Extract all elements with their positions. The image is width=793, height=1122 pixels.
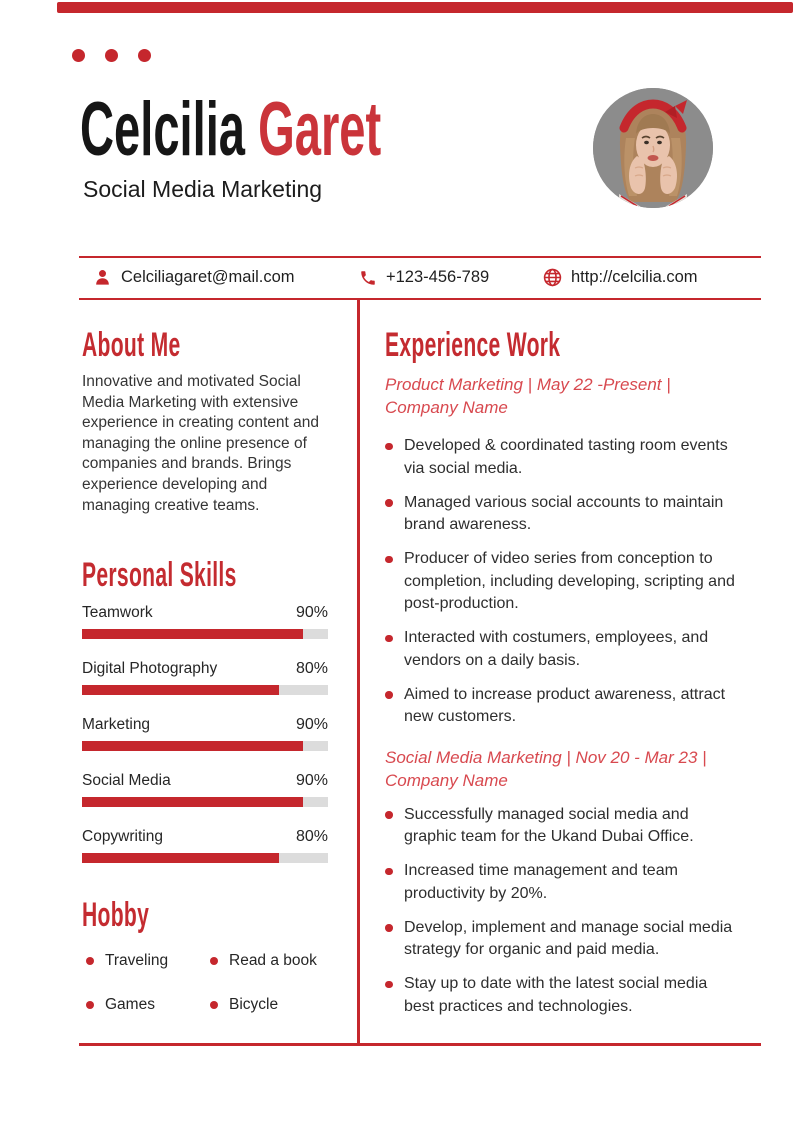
skill-name: Copywriting (82, 828, 163, 845)
hobby-item (86, 952, 210, 970)
hobby-label: Traveling (105, 952, 169, 969)
skill-name: Social Media (82, 772, 171, 789)
globe-icon (543, 268, 562, 287)
skill-row (82, 716, 328, 750)
email-text: Celciliagaret@mail.com (121, 268, 295, 286)
job-bullet-item: Stay up to date with the latest social media best practices and technologies. (385, 973, 741, 1018)
skill-percent: 90% (295, 604, 328, 621)
profile-photo-illustration (593, 88, 713, 208)
hobby-label: Games (105, 996, 155, 1013)
profile-photo (593, 88, 713, 208)
skill-name: Marketing (82, 716, 151, 733)
column-divider (357, 300, 360, 1043)
phone-icon (359, 269, 377, 287)
hobby-heading: Hobby (82, 896, 150, 934)
person-name (80, 87, 382, 172)
skill-bar-fill (82, 853, 279, 863)
decor-dot (138, 49, 151, 62)
skill-bar-fill (82, 685, 279, 695)
job-bullet-item: Producer of video series from conception to completion, including developing, scripting and post-production. (385, 548, 741, 616)
skill-percent: 90% (295, 716, 328, 733)
job-bullet-item: Managed various social accounts to maintain brand awareness. (385, 492, 741, 537)
person-title: Social Media Marketing (83, 176, 323, 202)
hobby-label: Read a book (229, 952, 317, 969)
hobby-item (210, 996, 336, 1014)
contact-email (93, 258, 295, 297)
bottom-rule (79, 1043, 761, 1046)
job-bullet-item: Develop, implement and manage social media strategy for organic and paid media. (385, 917, 741, 962)
skill-bar-track (82, 797, 328, 807)
decor-dot (105, 49, 118, 62)
person-icon (93, 268, 112, 287)
job-bullet-item: Interacted with costumers, employees, and vendors on a daily basis. (385, 627, 741, 672)
contact-website (543, 258, 698, 297)
job-bullet-item: Successfully managed social media and graphic team for the Ukand Dubai Office. (385, 804, 741, 849)
decor-dots (72, 49, 151, 62)
job-title: Product Marketing | May 22 -Present | Company Name (385, 375, 671, 417)
skill-bar-track (82, 685, 328, 695)
last-name: Garet (258, 87, 382, 172)
skill-name: Teamwork (82, 604, 153, 621)
contact-phone (359, 258, 489, 297)
job-bullet-list (385, 435, 741, 729)
bullet-dot-icon (210, 957, 218, 965)
skill-row (82, 828, 328, 862)
first-name: Celcilia (80, 87, 246, 172)
skill-row (82, 660, 328, 694)
job-title: Social Media Marketing | Nov 20 - Mar 23 | Company Name (385, 747, 707, 790)
phone-text: +123-456-789 (386, 268, 490, 286)
decor-dot (72, 49, 85, 62)
about-heading: About Me (82, 326, 181, 364)
hobby-item (210, 952, 336, 970)
bullet-dot-icon (210, 1001, 218, 1009)
bullet-dot-icon (86, 1001, 94, 1009)
top-accent-bar (57, 2, 793, 13)
contact-bar (79, 256, 761, 300)
bullet-dot-icon (86, 957, 94, 965)
skill-row (82, 604, 328, 638)
skill-name: Digital Photography (82, 660, 218, 677)
skill-percent: 80% (295, 660, 328, 677)
experience-section (385, 326, 741, 1030)
skill-bar-track (82, 853, 328, 863)
skill-bar-fill (82, 741, 303, 751)
skill-bar-track (82, 629, 328, 639)
skill-row (82, 772, 328, 806)
job-bullet-item: Developed & coordinated tasting room events via social media. (385, 435, 741, 480)
experience-heading: Experience Work (385, 326, 561, 364)
website-text: http://celcilia.com (571, 268, 698, 286)
hobby-item (86, 996, 210, 1014)
skill-bar-track (82, 741, 328, 751)
hobby-label: Bicycle (229, 996, 279, 1013)
job-bullet-item: Aimed to increase product awareness, attract new customers. (385, 684, 741, 729)
about-text: Innovative and motivated Social Media Marketing with extensive experience in creating content and managing the online presence of companies and brands. Brings experience developing and managing creative teams. (82, 373, 319, 514)
job-bullet-list (385, 804, 741, 1019)
skills-list (82, 604, 328, 862)
skill-percent: 90% (295, 772, 328, 789)
skill-bar-fill (82, 629, 303, 639)
skill-percent: 80% (295, 828, 328, 845)
hobby-list (86, 952, 336, 1014)
job-bullet-item: Increased time management and team productivity by 20%. (385, 860, 741, 905)
skill-bar-fill (82, 797, 303, 807)
skills-heading: Personal Skills (82, 556, 237, 594)
